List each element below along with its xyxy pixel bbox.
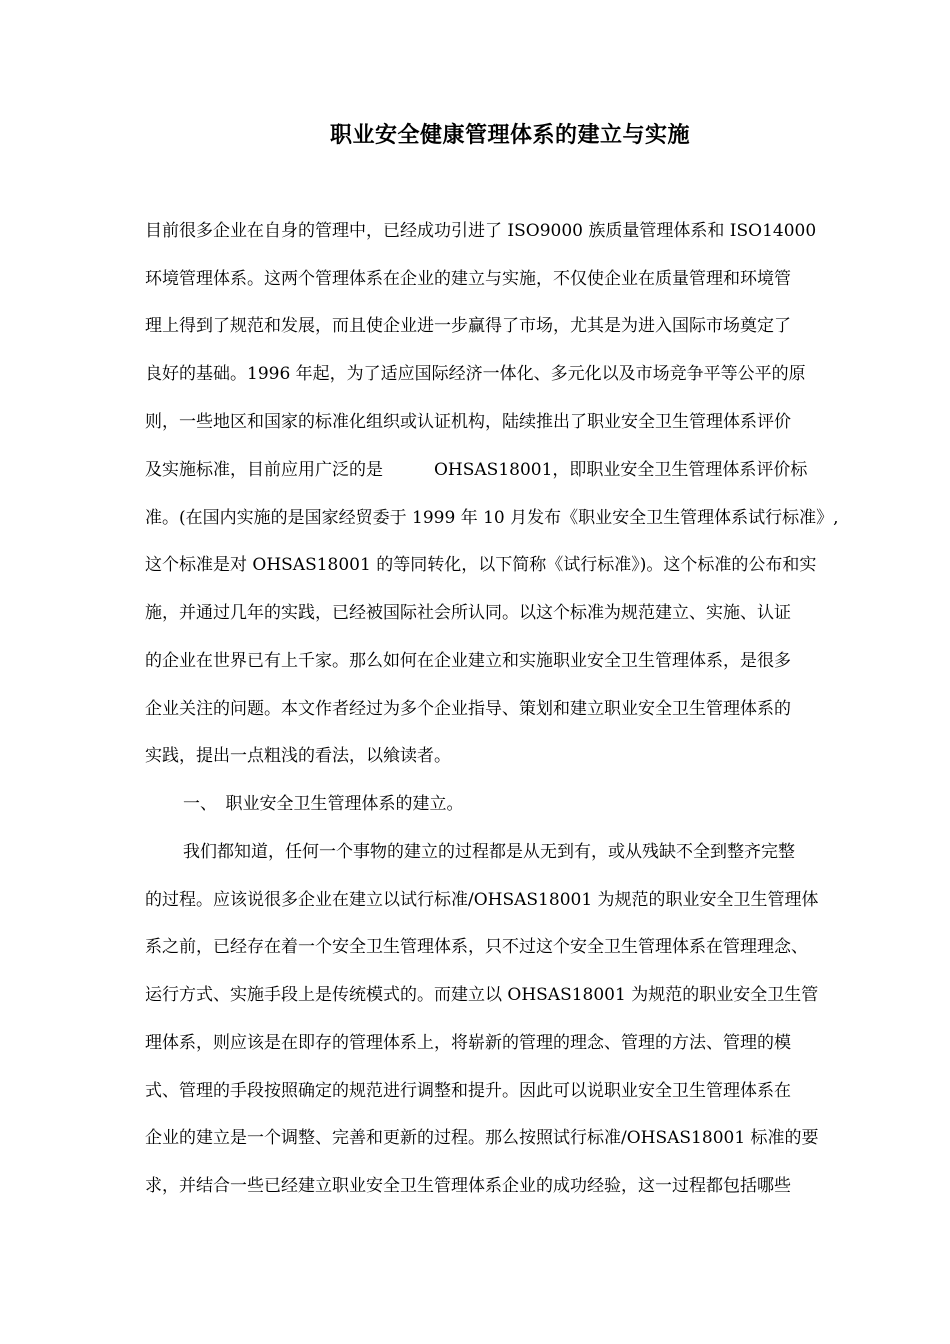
body-text-line: 准。(在国内实施的是国家经贸委于 1999 年 10 月发布《职业安全卫生管理体系试行标准》, [145,508,839,528]
body-text-line: 运行方式、实施手段上是传统模式的。而建立以 OHSAS18001 为规范的职业安全卫生管 [145,985,819,1005]
body-text-line: 则，一些地区和国家的标准化组织或认证机构，陆续推出了职业安全卫生管理体系评价 [145,412,791,432]
body-text-line: 的企业在世界已有上千家。那么如何在企业建立和实施职业安全卫生管理体系，是很多 [145,651,791,671]
body-text-line: 环境管理体系。这两个管理体系在企业的建立与实施，不仅使企业在质量管理和环境管 [145,269,791,289]
body-text-line: 及实施标准，目前应用广泛的是 OHSAS18001，即职业安全卫生管理体系评价标 [145,460,808,480]
document-title: 职业安全健康管理体系的建立与实施 [329,122,690,148]
body-text-line: 目前很多企业在自身的管理中，已经成功引进了 ISO9000 族质量管理体系和 ISO14000 [145,221,817,241]
body-text-line: 企业的建立是一个调整、完善和更新的过程。那么按照试行标准/OHSAS18001 标准的要 [145,1128,819,1148]
body-text-line: 这个标准是对 OHSAS18001 的等同转化，以下简称《试行标准》)。这个标准的公布和实 [145,555,817,575]
body-text-line: 理体系，则应该是在即存的管理体系上，将崭新的管理的理念、管理的方法、管理的模 [145,1033,791,1053]
body-text-line: 施，并通过几年的实践，已经被国际社会所认同。以这个标准为规范建立、实施、认证 [145,603,791,623]
body-text-line: 式、管理的手段按照确定的规范进行调整和提升。因此可以说职业安全卫生管理体系在 [145,1081,791,1101]
body-text-line: 理上得到了规范和发展，而且使企业进一步赢得了市场，尤其是为进入国际市场奠定了 [145,316,791,336]
body-text-line: 企业关注的问题。本文作者经过为多个企业指导、策划和建立职业安全卫生管理体系的 [145,699,791,719]
body-text-line: 实践，提出一点粗浅的看法，以飨读者。 [145,746,451,766]
body-text-line: 求，并结合一些已经建立职业安全卫生管理体系企业的成功经验，这一过程都包括哪些 [145,1176,791,1196]
body-text-line: 系之前，已经存在着一个安全卫生管理体系，只不过这个安全卫生管理体系在管理理念、 [145,937,808,957]
section-heading: 一、 职业安全卫生管理体系的建立。 [183,794,464,814]
body-text-line: 的过程。应该说很多企业在建立以试行标准/OHSAS18001 为规范的职业安全卫生管理体 [145,890,819,910]
body-text-line: 我们都知道，任何一个事物的建立的过程都是从无到有，或从残缺不全到整齐完整 [183,842,795,862]
body-text-line: 良好的基础。1996 年起，为了适应国际经济一体化、多元化以及市场竞争平等公平的原 [145,364,806,384]
